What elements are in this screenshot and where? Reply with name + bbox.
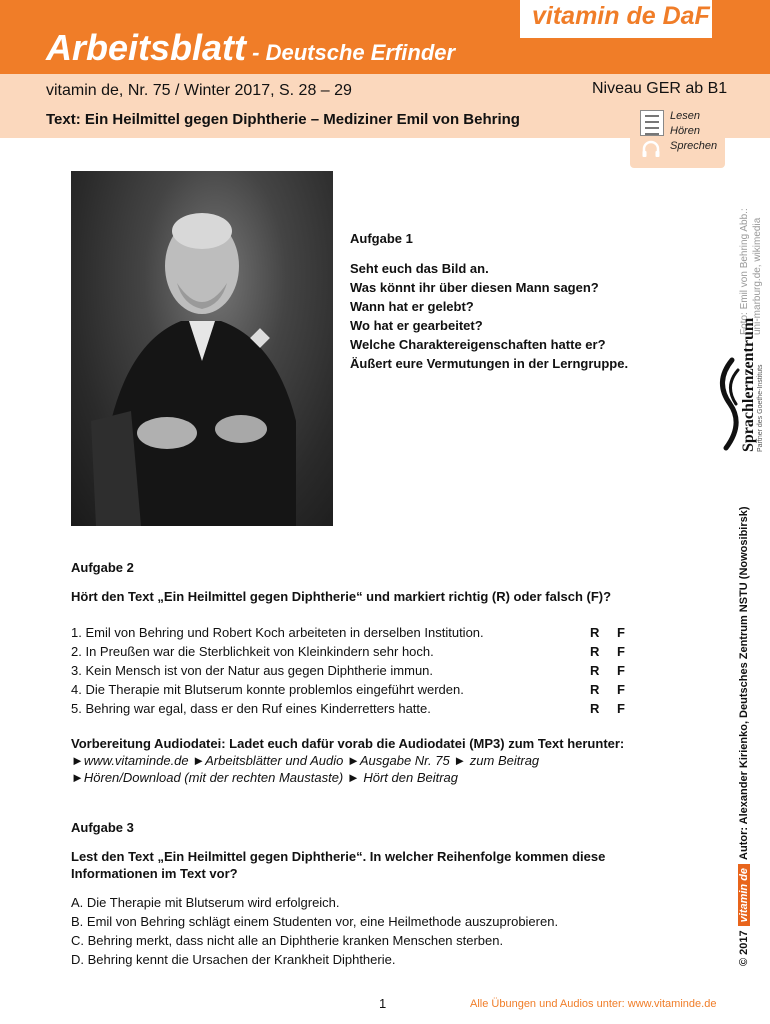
- sprachlernzentrum-subtitle: Partner des Goethe-Instituts: [757, 364, 764, 452]
- headphones-icon: [641, 139, 661, 159]
- task3-item-b: B. Emil von Behring schlägt einem Studenten vor, eine Heilmethode auszuprobieren.: [71, 914, 559, 929]
- task3-heading: Aufgabe 3: [71, 820, 134, 835]
- footer-link[interactable]: Alle Übungen und Audios unter: www.vitaminde.de: [470, 998, 717, 1010]
- sprachlernzentrum-logo-text: Sprachlernzentrum: [740, 317, 757, 452]
- rf-choice-2[interactable]: R F: [590, 644, 625, 659]
- task2-statement-3: 3. Kein Mensch ist von der Natur aus gegen Diphtherie immun.: [71, 663, 434, 678]
- brand-logo: vitamin de DaF: [532, 2, 710, 30]
- page-number: 1: [379, 996, 387, 1011]
- skill-hoeren: Hören: [670, 125, 700, 137]
- author-text: Autor: Alexander Kirienko, Deutsches Zentrum NSTU (Nowosibirsk): [738, 506, 750, 860]
- task1-line-2: Was könnt ihr über diesen Mann sagen?: [350, 280, 599, 295]
- document-icon: [640, 110, 664, 136]
- skill-sprechen: Sprechen: [670, 140, 718, 152]
- task2-statement-1: 1. Emil von Behring und Robert Koch arbeiteten in derselben Institution.: [71, 625, 484, 640]
- photo-credit-line-1: Foto: Emil von Behring Abb.:: [739, 208, 750, 335]
- task2-instruction: Hört den Text „Ein Heilmittel gegen Diphtherie“ und markiert richtig (R) oder falsch (F)?: [71, 589, 612, 604]
- task2-statement-5: 5. Behring war egal, dass er den Ruf eines Kinderretters hatte.: [71, 701, 431, 716]
- task1-line-3: Wann hat er gelebt?: [350, 299, 474, 314]
- task3-item-d: D. Behring kennt die Ursachen der Krankheit Diphtherie.: [71, 952, 396, 967]
- audio-path-2[interactable]: ►Hören/Download (mit der rechten Maustaste) ► Hört den Beitrag: [71, 770, 459, 785]
- task1-line-6: Äußert eure Vermutungen in der Lerngruppe.: [350, 356, 629, 371]
- task2-statement-4: 4. Die Therapie mit Blutserum konnte problemlos eingeführt werden.: [71, 682, 464, 697]
- copyright-year: © 2017: [738, 930, 750, 966]
- rf-choice-4[interactable]: R F: [590, 682, 625, 697]
- title-text: Arbeitsblatt: [46, 27, 247, 68]
- audio-heading: Vorbereitung Audiodatei: Ladet euch dafür vorab die Audiodatei (MP3) zum Text herunter:: [71, 736, 625, 751]
- task1-heading: Aufgabe 1: [350, 231, 413, 246]
- skill-lesen: Lesen: [670, 110, 700, 122]
- task3-instruction-1: Lest den Text „Ein Heilmittel gegen Diphtherie“. In welcher Reihenfolge kommen diese: [71, 849, 606, 864]
- author-credit: [738, 506, 750, 966]
- task1-line-1: Seht euch das Bild an.: [350, 261, 489, 276]
- issue-meta: vitamin de, Nr. 75 / Winter 2017, S. 28 – 29: [46, 82, 352, 99]
- rf-choice-3[interactable]: R F: [590, 663, 625, 678]
- task2-heading: Aufgabe 2: [71, 560, 134, 575]
- portrait-photo: [71, 171, 333, 526]
- photo-credit-line-2: uni-marburg.de, wikimedia: [752, 217, 763, 335]
- page-title: [46, 27, 455, 69]
- title-subtitle: - Deutsche Erfinder: [246, 40, 456, 65]
- vitamin-de-badge: vitamin de: [738, 864, 750, 926]
- task3-item-c: C. Behring merkt, dass nicht alle an Diphtherie kranken Menschen sterben.: [71, 933, 504, 948]
- task1-line-4: Wo hat er gearbeitet?: [350, 318, 483, 333]
- rf-choice-5[interactable]: R F: [590, 701, 625, 716]
- text-title: Text: Ein Heilmittel gegen Diphtherie – Mediziner Emil von Behring: [46, 111, 520, 128]
- level-label: Niveau GER ab B1: [592, 80, 728, 97]
- skills-list: [670, 109, 717, 154]
- photo-credit: [738, 208, 764, 335]
- task3-item-a: A. Die Therapie mit Blutserum wird erfolgreich.: [71, 895, 340, 910]
- task3-instruction-2: Informationen im Text vor?: [71, 866, 238, 881]
- task1-line-5: Welche Charaktereigenschaften hatte er?: [350, 337, 606, 352]
- rf-choice-1[interactable]: R F: [590, 625, 625, 640]
- task2-statement-2: 2. In Preußen war die Sterblichkeit von Kleinkindern sehr hoch.: [71, 644, 434, 659]
- audio-path-1[interactable]: ►www.vitaminde.de ►Arbeitsblätter und Audio ►Ausgabe Nr. 75 ► zum Beitrag: [71, 753, 540, 768]
